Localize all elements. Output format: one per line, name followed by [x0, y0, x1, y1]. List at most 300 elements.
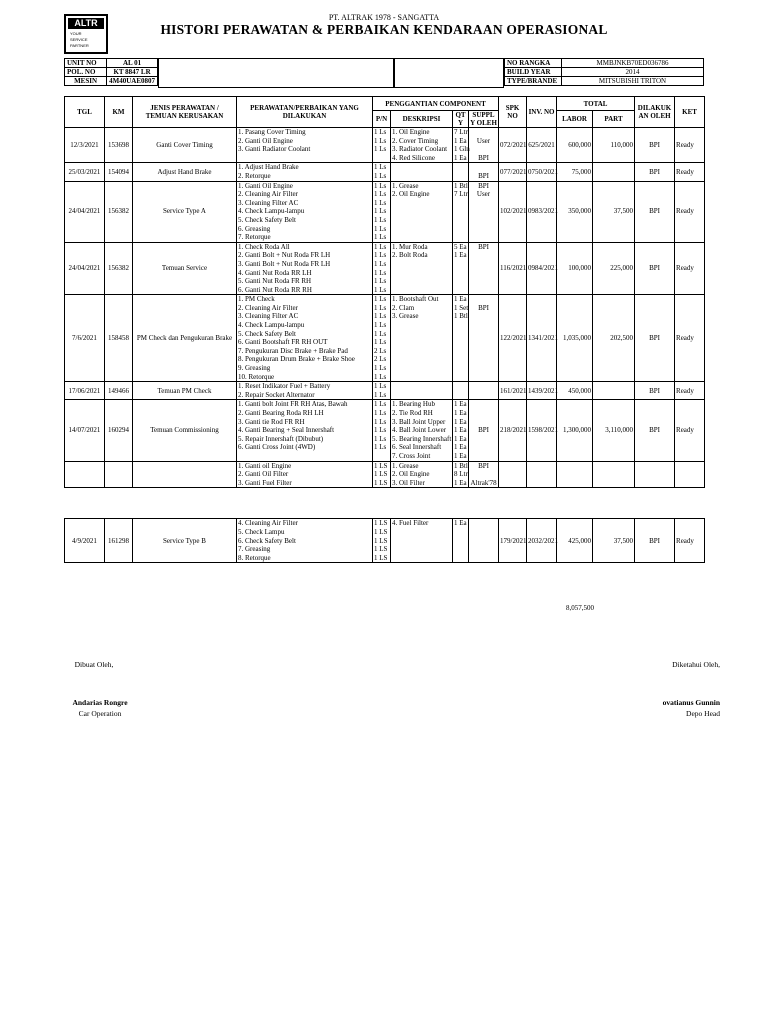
- row-supply-line: [470, 364, 497, 373]
- row-pn-line: 1 Ls: [374, 443, 387, 452]
- row-supply-line: [470, 347, 497, 356]
- col-labor: LABOR: [557, 111, 593, 128]
- row-pn-line: 1 Ls: [374, 400, 387, 409]
- row-supply-line: [470, 207, 497, 216]
- row-work-line: 2. Repair Socket Alternator: [238, 390, 315, 399]
- row-work-line: 7. Pengukuran Disc Brake + Brake Pad: [238, 346, 348, 355]
- row-pn-line: 1 Ls: [374, 181, 387, 190]
- row-work-line: 1. Ganti oil Engine: [238, 461, 292, 470]
- row-qty-line: 1 Ea: [454, 251, 467, 260]
- row-work: [237, 181, 373, 242]
- mesin-value: 4M40UAE0807: [107, 77, 158, 86]
- row-oleh: BPI: [635, 400, 675, 461]
- row-work-line: 1. PM Check: [238, 295, 275, 304]
- row-qty-line: [454, 269, 467, 278]
- row-desc-line: [392, 382, 451, 391]
- row-pn-line: 1 LS: [374, 519, 388, 528]
- row-spk: 077/2021: [499, 163, 527, 181]
- row-work: [237, 519, 373, 563]
- row-supply-line: User: [476, 136, 491, 145]
- row-qty-line: [454, 199, 467, 208]
- row-qty-line: 8 Ltr: [454, 470, 468, 479]
- row-pn-line: 2 Ls: [374, 355, 387, 364]
- row-pn-line: 1 Ls: [374, 171, 387, 180]
- row-desc-line: [392, 207, 451, 216]
- row-pn-line: 1 Ls: [374, 268, 387, 277]
- row-desc-line: 4. Red Silicone: [392, 153, 435, 162]
- logo-line: YOUR: [70, 31, 82, 36]
- company-name: PT. ALTRAK 1978 - SANGATTA: [328, 13, 440, 22]
- row-qty-line: [454, 321, 467, 330]
- row-pn-line: 1 Ls: [374, 372, 387, 381]
- row-pn: [373, 242, 391, 295]
- mesin-label: MESIN: [65, 77, 107, 86]
- row-work-line: 5. Repair Innershaft (Dibubut): [238, 434, 324, 443]
- row-part: 3,110,000: [593, 400, 635, 461]
- row-inv: 0983/2021: [527, 181, 557, 242]
- row-supply-line: [470, 163, 497, 172]
- row-pn-line: 1 LS: [374, 553, 388, 562]
- pol-no-label: POL. NO: [65, 68, 107, 77]
- row-pn-line: 1 Ls: [374, 329, 387, 338]
- vehicle-info-left: [64, 58, 158, 86]
- row-pn-line: 1 Ls: [374, 259, 387, 268]
- empty-cell: [133, 461, 237, 488]
- row-desc-line: 2. Clam: [392, 303, 415, 312]
- row-supply-line: User: [476, 190, 491, 199]
- row-pn-line: 1 LS: [374, 478, 388, 487]
- empty-cell: [635, 461, 675, 488]
- row-supply: [469, 242, 499, 295]
- row-qty-line: 1 Ea: [454, 409, 467, 417]
- row-qty-line: 7 Ltr: [454, 128, 468, 136]
- row-qty-line: [454, 537, 467, 546]
- row-supply-line: [470, 199, 497, 208]
- row-pn-line: 1 Ls: [374, 145, 387, 154]
- row-labor: 350,000: [557, 181, 593, 242]
- row-qty-line: 1 Ea: [454, 434, 467, 443]
- row-ket: Ready: [675, 128, 705, 163]
- signature-right-caption: Diketahui Oleh,: [672, 660, 720, 669]
- row-pn-line: 1 Ls: [374, 390, 387, 399]
- table-row: [65, 382, 705, 400]
- row-spk: 122/2021: [499, 295, 527, 382]
- row-desc-line: [392, 391, 451, 400]
- row-work-line: 4. Check Lampu-lampu: [238, 321, 305, 330]
- row-work-line: [238, 452, 371, 461]
- row-ket: Ready: [675, 242, 705, 295]
- row-work-line: 4. Ganti Bearing + Seal Innershaft: [238, 426, 335, 435]
- col-km: KM: [105, 97, 133, 128]
- row-work: [237, 295, 373, 382]
- row-supply-line: BPI: [478, 181, 489, 190]
- row-desc-line: 3. Ball Joint Upper: [392, 417, 446, 426]
- row-work-line: 5. Check Lampu: [238, 527, 285, 536]
- row-km: 156382: [105, 242, 133, 295]
- row-qty-line: [454, 277, 467, 286]
- row-qty-line: [454, 355, 467, 364]
- row-desc: [391, 163, 453, 181]
- row-date: 24/04/2021: [65, 181, 105, 242]
- row-labor: 425,000: [557, 519, 593, 563]
- row-qty-line: 1 Ea: [454, 426, 467, 435]
- row-desc: [391, 461, 453, 488]
- row-work-line: 5. Ganti Nut Roda FR RH: [238, 277, 312, 286]
- row-supply-line: [470, 391, 497, 400]
- row-spk: 218/2021: [499, 400, 527, 461]
- row-pn-line: 1 Ls: [374, 136, 387, 145]
- row-desc-line: 1. Grease: [392, 181, 419, 190]
- row-supply-line: [470, 128, 497, 137]
- row-qty-line: [454, 382, 467, 391]
- row-qty-line: 1 Ea: [454, 136, 467, 145]
- row-desc-line: [392, 269, 451, 278]
- row-work: [237, 461, 373, 488]
- row-supply: [469, 181, 499, 242]
- row-pn: [373, 163, 391, 181]
- row-work: [237, 400, 373, 461]
- page-title: HISTORI PERAWATAN & PERBAIKAN KENDARAAN OPERASIONAL: [160, 22, 608, 37]
- row-work-line: 2. Cleaning Air Filter: [238, 190, 298, 199]
- table-row: [65, 128, 705, 163]
- row-jenis: Service Type A: [133, 181, 237, 242]
- col-pn: P/N: [373, 111, 391, 128]
- row-supply-line: [470, 470, 497, 479]
- row-oleh: BPI: [635, 519, 675, 563]
- row-desc: [391, 519, 453, 563]
- row-pn-line: 1 Ls: [374, 163, 387, 172]
- empty-cell: [499, 461, 527, 488]
- unit-no-value: AL 01: [107, 59, 158, 68]
- row-supply-line: BPI: [478, 171, 489, 180]
- row-desc-line: 3. Oil Filter: [392, 478, 425, 487]
- signature-left-role: Car Operation: [78, 709, 122, 718]
- row-supply-line: [470, 418, 497, 427]
- row-pn: [373, 519, 391, 563]
- row-qty-line: 1 Ea: [454, 519, 467, 528]
- row-inv: 2032/2021: [527, 519, 557, 563]
- row-desc-line: 2. Tie Rod RH: [392, 409, 433, 417]
- row-supply-line: [470, 225, 497, 234]
- row-pn-line: 1 Ls: [374, 198, 387, 207]
- row-pn: [373, 400, 391, 461]
- row-qty-line: [454, 554, 467, 563]
- row-work-line: 9. Greasing: [238, 364, 271, 373]
- row-desc-line: [392, 286, 451, 295]
- maintenance-history-table: [64, 96, 705, 563]
- row-qty-line: [454, 286, 467, 295]
- row-desc-line: [392, 321, 451, 330]
- row-work-line: 8. Retorque: [238, 553, 271, 562]
- row-work-line: 7. Greasing: [238, 545, 271, 554]
- row-km: 156382: [105, 181, 133, 242]
- row-work-line: 7. Retorque: [238, 233, 271, 242]
- type-label: TYPE/BRANDE: [505, 77, 562, 86]
- row-part: 202,500: [593, 295, 635, 382]
- row-work-line: 6. Greasing: [238, 224, 271, 233]
- row-work-line: 6. Ganti Nut Roda RR RH: [238, 285, 312, 294]
- row-oleh: BPI: [635, 382, 675, 400]
- row-desc-line: [392, 554, 451, 563]
- row-qty-line: 1 Ea: [454, 443, 467, 452]
- col-part: PART: [593, 111, 635, 128]
- row-pn-line: 1 Ls: [374, 303, 387, 312]
- row-desc-line: [392, 199, 451, 208]
- row-date: 12/3/2021: [65, 128, 105, 163]
- row-work-line: 4. Cleaning Air Filter: [238, 519, 298, 528]
- row-jenis: Adjust Hand Brake: [133, 163, 237, 181]
- row-pn-line: 1 Ls: [374, 277, 387, 286]
- col-spk: SPK NO: [499, 97, 527, 128]
- row-date: 17/06/2021: [65, 382, 105, 400]
- row-desc: [391, 242, 453, 295]
- row-work-line: 2. Ganti Bearing Roda RH LH: [238, 409, 324, 417]
- row-desc-line: 3. Grease: [392, 312, 419, 321]
- row-qty-line: 1 Ea: [454, 295, 467, 304]
- row-qty: [453, 242, 469, 295]
- row-jenis: Ganti Cover Timing: [133, 128, 237, 163]
- row-desc-line: [392, 373, 451, 382]
- row-work: [237, 242, 373, 295]
- row-pn-line: 1 LS: [374, 470, 388, 479]
- row-desc-line: 2. Bolt Roda: [392, 251, 428, 260]
- row-qty: [453, 519, 469, 563]
- row-qty-line: [454, 225, 467, 234]
- row-qty-line: 1 Set: [454, 303, 469, 312]
- row-pn-line: [374, 452, 389, 461]
- row-supply-line: [470, 295, 497, 304]
- row-pn-line: 1 LS: [374, 536, 388, 545]
- col-jenis: JENIS PERAWATAN / TEMUAN KERUSAKAN: [133, 97, 237, 128]
- col-inv: INV. NO: [527, 97, 557, 128]
- row-km: 153698: [105, 128, 133, 163]
- row-work-line: 2. Retorque: [238, 171, 271, 180]
- row-work-line: 1. Ganti bolt Joint FR RH Atas, Bawah: [238, 400, 348, 409]
- row-part: [593, 163, 635, 181]
- row-qty-line: 1 Btl: [454, 461, 468, 470]
- signature-left-caption: Dibuat Oleh,: [74, 660, 114, 669]
- row-km: 161298: [105, 519, 133, 563]
- row-supply-line: [470, 443, 497, 452]
- row-jenis: Temuan Service: [133, 242, 237, 295]
- signature-left-name: Andarias Rongre: [72, 698, 128, 707]
- row-work-line: 3. Cleaning Filter AC: [238, 198, 299, 207]
- row-oleh: BPI: [635, 128, 675, 163]
- empty-cell: [557, 461, 593, 488]
- row-pn-line: 1 Ls: [374, 251, 387, 260]
- row-inv: 1439/2021: [527, 382, 557, 400]
- row-date: 14/07/2021: [65, 400, 105, 461]
- row-date: 7/6/2021: [65, 295, 105, 382]
- row-supply-line: BPI: [478, 303, 489, 312]
- row-work-line: 6. Ganti Bootshaft FR RH OUT: [238, 338, 328, 347]
- row-desc-line: 2. Oil Engine: [392, 190, 430, 199]
- row-pn-line: 1 Ls: [374, 242, 387, 251]
- table-row: [65, 461, 705, 488]
- row-qty-line: [454, 330, 467, 339]
- empty-cell: [527, 461, 557, 488]
- row-qty-line: [454, 216, 467, 225]
- row-date: 4/9/2021: [65, 519, 105, 563]
- row-supply-line: [470, 286, 497, 295]
- row-qty-line: [454, 207, 467, 216]
- row-pn-line: 1 Ls: [374, 190, 387, 199]
- gap-cell: [65, 488, 705, 519]
- row-work-line: 2. Ganti Oil Engine: [238, 136, 293, 145]
- row-jenis: Service Type B: [133, 519, 237, 563]
- row-jenis: Temuan Commissioning: [133, 400, 237, 461]
- row-supply-line: [470, 330, 497, 339]
- table-row: [65, 400, 705, 461]
- page-gap: [65, 488, 705, 519]
- row-pn-line: 1 Ls: [374, 382, 387, 391]
- row-part: 110,000: [593, 128, 635, 163]
- row-desc-line: [392, 233, 451, 242]
- row-work-line: 1. Adjust Hand Brake: [238, 163, 299, 172]
- row-qty-line: 1 Gln: [454, 145, 470, 154]
- row-pn-line: 1 Ls: [374, 285, 387, 294]
- row-pn-line: 1 Ls: [374, 128, 387, 136]
- row-work-line: 3. Ganti Fuel Filter: [238, 478, 292, 487]
- row-qty-line: [454, 545, 467, 554]
- row-work: [237, 128, 373, 163]
- row-pn-line: 1 Ls: [374, 426, 387, 435]
- row-spk: 102/2021: [499, 181, 527, 242]
- row-qty-line: [454, 391, 467, 400]
- grand-total: 8,057,500: [566, 604, 594, 612]
- row-work-line: 2. Ganti Bolt + Nut Roda FR LH: [238, 251, 331, 260]
- row-qty-line: [454, 172, 467, 181]
- row-qty-line: 1 Btl: [454, 312, 468, 321]
- col-dilakukan: DILAKUK AN OLEH: [635, 97, 675, 128]
- row-desc-line: [392, 330, 451, 339]
- row-pn: [373, 461, 391, 488]
- row-work-line: 2. Cleaning Air Filter: [238, 303, 298, 312]
- row-work-line: 3. Ganti tie Rod FR RH: [238, 417, 305, 426]
- row-pn-line: 1 Ls: [374, 321, 387, 330]
- row-desc-line: 1. Bearing Hub: [392, 400, 435, 409]
- row-supply-line: BPI: [478, 242, 489, 251]
- row-desc-line: [392, 355, 451, 364]
- pol-no-value: KT 8847 LR: [107, 68, 158, 77]
- row-desc-line: 2. Cover Timing: [392, 136, 439, 145]
- row-ket: Ready: [675, 382, 705, 400]
- row-desc-line: [392, 537, 451, 546]
- row-work-line: 4. Ganti Nut Roda RR LH: [238, 268, 312, 277]
- col-qty: QT Y: [453, 111, 469, 128]
- col-penggantian: PENGGANTIAN COMPONENT: [373, 97, 499, 111]
- row-pn: [373, 181, 391, 242]
- row-jenis: Temuan PM Check: [133, 382, 237, 400]
- row-supply-line: BPI: [478, 461, 489, 470]
- row-supply-line: BPI: [478, 426, 489, 435]
- unit-no-label: UNIT NO: [65, 59, 107, 68]
- table-row: [65, 519, 705, 563]
- table-row: [65, 163, 705, 181]
- row-qty-line: [454, 528, 467, 537]
- row-spk: 072/2021: [499, 128, 527, 163]
- row-supply-line: Altrak'78: [470, 478, 497, 487]
- build-year-value: 2014: [562, 68, 704, 77]
- row-work-line: 5. Check Safety Belt: [238, 215, 296, 224]
- row-work: [237, 382, 373, 400]
- rangka-label: NO RANGKA: [505, 59, 562, 68]
- vehicle-info-blank: [158, 58, 394, 88]
- col-total: TOTAL: [557, 97, 635, 111]
- row-supply-line: [470, 373, 497, 382]
- row-supply: [469, 128, 499, 163]
- row-qty-line: [454, 347, 467, 356]
- row-qty-line: 1 Ea: [454, 400, 467, 409]
- row-supply-line: [470, 452, 497, 461]
- col-ket: KET: [675, 97, 705, 128]
- table-row: [65, 181, 705, 242]
- empty-cell: [675, 461, 705, 488]
- row-supply-line: [470, 400, 497, 409]
- row-pn-line: 1 LS: [374, 461, 388, 470]
- row-supply-line: [470, 277, 497, 286]
- row-part: 225,000: [593, 242, 635, 295]
- row-inv: 1341/2021: [527, 295, 557, 382]
- row-supply-line: [470, 145, 497, 154]
- row-work: [237, 163, 373, 181]
- row-work-line: 1. Ganti Oil Engine: [238, 181, 293, 190]
- row-work-line: 3. Ganti Radiator Coolant: [238, 145, 311, 154]
- col-tgl: TGL: [65, 97, 105, 128]
- row-work-line: 1. Check Roda All: [238, 242, 290, 251]
- row-labor: 450,000: [557, 382, 593, 400]
- row-ket: Ready: [675, 163, 705, 181]
- row-desc-line: 1. Oil Engine: [392, 128, 430, 136]
- row-qty: [453, 163, 469, 181]
- row-pn-line: 1 Ls: [374, 224, 387, 233]
- type-value: MITSUBISHI TRITON: [562, 77, 704, 86]
- row-km: 158458: [105, 295, 133, 382]
- signature-right-role: Depo Head: [686, 709, 720, 718]
- row-desc-line: 3. Radiator Coolant: [392, 145, 448, 154]
- row-pn-line: [374, 154, 389, 163]
- row-km: 154094: [105, 163, 133, 181]
- row-qty-line: [454, 373, 467, 382]
- col-supply: SUPPL Y OLEH: [470, 111, 497, 127]
- row-qty-line: 7 Ltr: [454, 190, 468, 199]
- vehicle-info-right: [504, 58, 704, 86]
- row-qty: [453, 382, 469, 400]
- row-km: 160294: [105, 400, 133, 461]
- row-work-line: 3. Ganti Bolt + Nut Roda FR LH: [238, 259, 331, 268]
- row-work-line: 1. Reset Indikator Fuel + Battery: [238, 382, 331, 391]
- row-work-line: [238, 154, 371, 163]
- row-desc-line: 4. Fuel Filter: [392, 519, 429, 528]
- row-work-line: 8. Pengukuran Drum Brake + Brake Shoe: [238, 355, 355, 364]
- logo-line: PARTNER: [70, 43, 89, 48]
- row-inv: 0984/2021: [527, 242, 557, 295]
- row-pn-line: 1 Ls: [374, 233, 387, 242]
- row-part: [593, 382, 635, 400]
- row-qty-line: [454, 233, 467, 242]
- row-ket: Ready: [675, 400, 705, 461]
- table-row: [65, 242, 705, 295]
- row-supply-line: BPI: [478, 153, 489, 162]
- row-desc: [391, 295, 453, 382]
- row-labor: 1,035,000: [557, 295, 593, 382]
- table-row: [65, 295, 705, 382]
- row-pn-line: 1 LS: [374, 527, 388, 536]
- row-qty: [453, 128, 469, 163]
- row-pn: [373, 382, 391, 400]
- row-ket: Ready: [675, 181, 705, 242]
- row-supply-line: [470, 233, 497, 242]
